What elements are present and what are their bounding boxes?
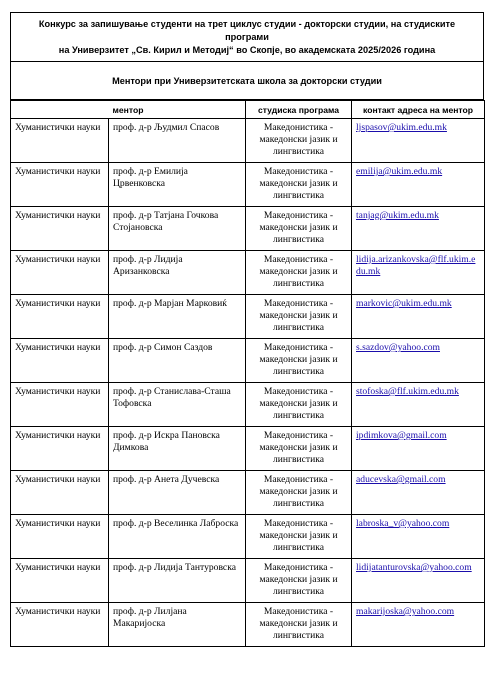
- research-area-cell: Хуманистички науки: [11, 119, 109, 163]
- study-program-cell: Македонистика - македонски јазик и лингвистика: [246, 559, 352, 603]
- study-program-cell: Македонистика - македонски јазик и лингвистика: [246, 163, 352, 207]
- research-area-cell: Хуманистички науки: [11, 251, 109, 295]
- email-link[interactable]: ipdimkova@gmail.com: [352, 427, 485, 471]
- document-header: [10, 12, 484, 62]
- mentor-name-cell: проф. д-р Лидија Тантуровска: [109, 559, 246, 603]
- research-area-cell: Хуманистички науки: [11, 559, 109, 603]
- mentors-table: [10, 100, 485, 647]
- column-header-contact: контакт адреса на ментор: [352, 101, 485, 119]
- mentor-name-cell: проф. д-р Марјан Марковиќ: [109, 295, 246, 339]
- email-link[interactable]: emilija@ukim.edu.mk: [352, 163, 485, 207]
- research-area-cell: Хуманистички науки: [11, 339, 109, 383]
- table-body: [11, 119, 485, 647]
- table-row: [11, 163, 485, 207]
- mentor-name-cell: проф. д-р Емилија Црвенковска: [109, 163, 246, 207]
- mentor-name-cell: проф. д-р Татјана Гочкова Стојановска: [109, 207, 246, 251]
- table-row: [11, 515, 485, 559]
- study-program-cell: Македонистика - македонски јазик и лингвистика: [246, 603, 352, 647]
- table-row: [11, 427, 485, 471]
- column-header-program: студиска програма: [246, 101, 352, 119]
- mentor-name-cell: проф. д-р Веселинка Лаброска: [109, 515, 246, 559]
- research-area-cell: Хуманистички науки: [11, 383, 109, 427]
- mentor-name-cell: проф. д-р Симон Саздов: [109, 339, 246, 383]
- email-link[interactable]: markovic@ukim.edu.mk: [352, 295, 485, 339]
- research-area-cell: Хуманистички науки: [11, 163, 109, 207]
- research-area-cell: Хуманистички науки: [11, 427, 109, 471]
- email-link[interactable]: makarijoska@yahoo.com: [352, 603, 485, 647]
- header-line-1: Конкурс за запишување студенти на трет циклус студии - докторски студии, на студиските програми: [38, 18, 456, 42]
- table-row: [11, 251, 485, 295]
- research-area-cell: Хуманистички науки: [11, 603, 109, 647]
- study-program-cell: Македонистика - македонски јазик и лингвистика: [246, 207, 352, 251]
- table-row: [11, 603, 485, 647]
- research-area-cell: Хуманистички науки: [11, 207, 109, 251]
- mentor-name-cell: проф. д-р Анета Дучевска: [109, 471, 246, 515]
- email-link[interactable]: stofoska@flf.ukim.edu.mk: [352, 383, 485, 427]
- email-link[interactable]: s.sazdov@yahoo.com: [352, 339, 485, 383]
- header-line-2: на Универзитет „Св. Кирил и Методиј“ во Скопје, во академската 2025/2026 година: [58, 44, 436, 55]
- research-area-cell: Хуманистички науки: [11, 471, 109, 515]
- table-row: [11, 383, 485, 427]
- mentor-name-cell: проф. д-р Искра Пановска Димкова: [109, 427, 246, 471]
- table-row: [11, 471, 485, 515]
- document-page: [10, 12, 484, 647]
- research-area-cell: Хуманистички науки: [11, 515, 109, 559]
- study-program-cell: Македонистика - македонски јазик и лингвистика: [246, 515, 352, 559]
- table-row: [11, 119, 485, 163]
- table-row: [11, 207, 485, 251]
- study-program-cell: Македонистика - македонски јазик и лингвистика: [246, 339, 352, 383]
- study-program-cell: Македонистика - македонски јазик и лингвистика: [246, 383, 352, 427]
- mentor-name-cell: проф. д-р Станислава-Сташа Тофовска: [109, 383, 246, 427]
- research-area-cell: Хуманистички науки: [11, 295, 109, 339]
- email-link[interactable]: ljspasov@ukim.edu.mk: [352, 119, 485, 163]
- section-title: Ментори при Универзитетската школа за докторски студии: [10, 62, 484, 100]
- table-row: [11, 339, 485, 383]
- mentor-name-cell: проф. д-р Лидија Аризанковска: [109, 251, 246, 295]
- email-link[interactable]: lidijatanturovska@yahoo.com: [352, 559, 485, 603]
- email-link[interactable]: tanjag@ukim.edu.mk: [352, 207, 485, 251]
- column-header-mentor: ментор: [11, 101, 246, 119]
- email-link[interactable]: labroska_v@yahoo.com: [352, 515, 485, 559]
- study-program-cell: Македонистика - македонски јазик и лингвистика: [246, 295, 352, 339]
- mentor-name-cell: проф. д-р Људмил Спасов: [109, 119, 246, 163]
- email-link[interactable]: aducevska@gmail.com: [352, 471, 485, 515]
- study-program-cell: Македонистика - македонски јазик и лингвистика: [246, 427, 352, 471]
- table-row: [11, 295, 485, 339]
- table-row: [11, 559, 485, 603]
- table-header-row: [11, 101, 485, 119]
- mentor-name-cell: проф. д-р Лилјана Макаријоска: [109, 603, 246, 647]
- email-link[interactable]: lidija.arizankovska@flf.ukim.edu.mk: [352, 251, 485, 295]
- study-program-cell: Македонистика - македонски јазик и лингвистика: [246, 251, 352, 295]
- study-program-cell: Македонистика - македонски јазик и лингвистика: [246, 119, 352, 163]
- study-program-cell: Македонистика - македонски јазик и лингвистика: [246, 471, 352, 515]
